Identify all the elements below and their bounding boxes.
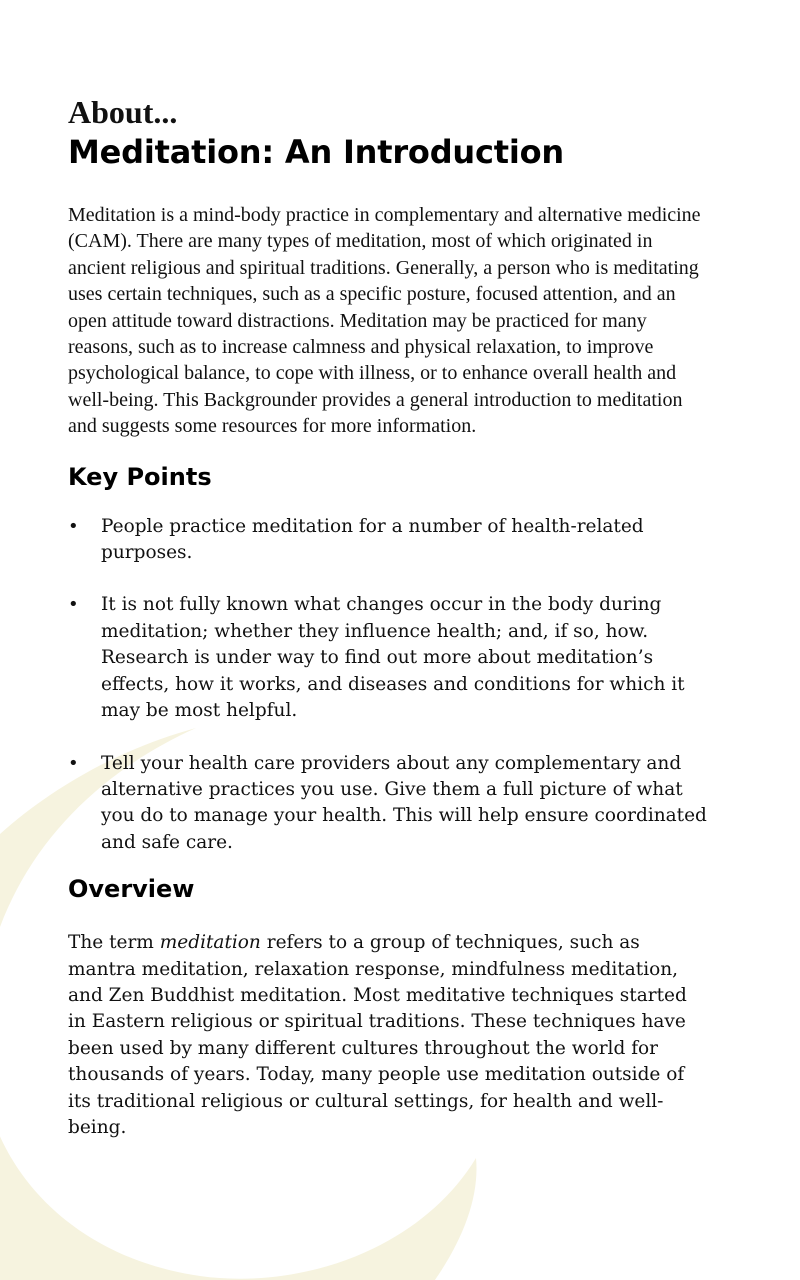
key-point-item — [68, 592, 708, 724]
key-point-text: It is not fully known what changes occur in the body during meditation; whether they influence health; and, if so, how. Research is under way to find out more about meditation’s effects, how it works, and diseases and conditions for which it may be most helpful. — [101, 594, 685, 722]
key-points-list — [68, 514, 708, 856]
about-kicker: About... — [68, 94, 178, 130]
key-point-text: People practice meditation for a number of health-related purposes. — [101, 515, 644, 564]
document-content — [68, 92, 708, 1141]
bullet-icon: • — [68, 752, 79, 774]
bullet-icon: • — [68, 515, 79, 537]
key-point-text: Tell your health care providers about any complementary and alternative practices you use. Give them a full picture of what you do to manage your health. This will help ensure coordinated and safe care. — [101, 752, 707, 853]
overview-rest: refers to a group of techniques, such as mantra meditation, relaxation response, mindfulness meditation, and Zen Buddhist meditation. Most meditative techniques started in Eastern religious or spiritual traditions. These techniques have been used by many different cultures throughout the world for thousands of years. Today, many people use meditation outside of its traditional religious or cultural settings, for health and well-being. — [68, 932, 687, 1138]
overview-lead: The term — [68, 932, 160, 954]
page-title: Meditation: An Introduction — [68, 133, 565, 171]
bullet-icon: • — [68, 594, 79, 616]
key-point-item — [68, 751, 708, 857]
key-point-item — [68, 514, 708, 567]
intro-paragraph: Meditation is a mind-body practice in complementary and alternative medicine (CAM). There are many types of meditation, most of which originated in ancient religious and spiritual traditions. Generally, a person who is meditating uses certain techniques, such as a specific posture, focused attention, and an open attitude toward distractions. Meditation may be practiced for many reasons, such as to increase calmness and physical relaxation, to improve psychological balance, to cope with illness, or to enhance overall health and well-being. This Backgrounder provides a general introduction to meditation and suggests some resources for more information. — [68, 204, 701, 438]
overview-heading: Overview — [68, 875, 195, 904]
overview-term: meditation — [159, 932, 261, 954]
key-points-heading: Key Points — [68, 462, 212, 491]
overview-paragraph — [68, 930, 708, 1141]
